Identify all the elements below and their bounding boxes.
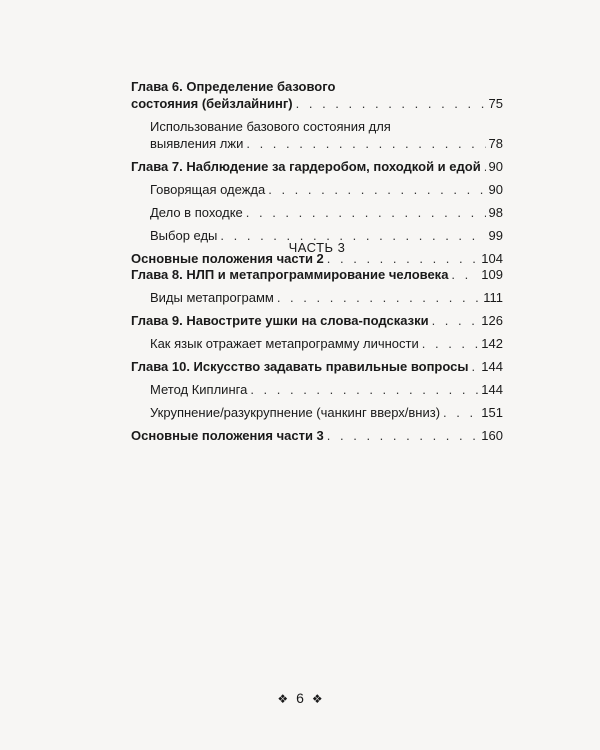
table-of-contents: [131, 78, 503, 267]
toc-entry-title: Основные положения части 2: [131, 251, 324, 266]
toc-entry-title-line2: выявления лжи: [150, 136, 244, 151]
toc-entry-chapter-7: [131, 158, 503, 175]
toc-entry-title: Выбор еды: [150, 228, 218, 243]
toc-page-number: 144: [481, 382, 503, 397]
toc-page-number: 144: [481, 359, 503, 374]
toc-entry-chapter-10-sub-2: [131, 404, 503, 421]
toc-entry-chapter-10: [131, 358, 503, 375]
toc-entry-title: Глава 7. Наблюдение за гардеробом, походкой и едой: [131, 159, 481, 174]
leader-dots: [422, 335, 479, 352]
toc-entry-chapter-7-sub-1: [131, 181, 503, 198]
toc-entry-title-line1: Использование базового состояния для: [150, 119, 391, 134]
toc-entry-title-line1: Глава 6. Определение базового: [131, 79, 336, 94]
page-footer: [0, 690, 600, 706]
toc-page-number: 90: [488, 182, 503, 197]
toc-page-number: 160: [481, 428, 503, 443]
toc-entry-chapter-8: [131, 266, 503, 283]
leader-dots: [296, 95, 486, 112]
toc-page-number: 142: [481, 336, 503, 351]
leader-dots: [443, 404, 478, 421]
toc-entry-title: Дело в походке: [150, 205, 243, 220]
toc-page-number: 98: [488, 205, 503, 220]
toc-page-number: 126: [481, 313, 503, 328]
toc-entry-title: Глава 10. Искусство задавать правильные вопросы: [131, 359, 469, 374]
toc-entry-chapter-10-sub-1: [131, 381, 503, 398]
toc-page-number: 111: [483, 290, 503, 305]
toc-page-number: 75: [488, 96, 503, 111]
toc-page-number: 104: [481, 251, 503, 266]
toc-entry-chapter-7-sub-2: [131, 204, 503, 221]
leader-dots: [246, 135, 485, 152]
toc-entry-title: Укрупнение/разукрупнение (чанкинг вверх/вниз): [150, 405, 441, 420]
leader-dots: [246, 204, 486, 221]
page-number: 6: [296, 690, 304, 706]
table-of-contents-part-3: [131, 266, 503, 444]
toc-entry-part-3-summary: [131, 427, 503, 444]
part-heading: ЧАСТЬ 3: [288, 240, 346, 255]
toc-entry-title: Как язык отражает метапрограмму личности: [150, 336, 419, 351]
leader-dots: [471, 358, 478, 375]
toc-entry-chapter-6-sub-1: [131, 118, 503, 152]
leader-dots: [451, 266, 478, 283]
leader-dots: [484, 158, 486, 175]
toc-entry-title: Виды метапрограмм: [150, 290, 274, 305]
leader-dots: [277, 289, 480, 306]
leader-dots: [250, 381, 478, 398]
toc-entry-title: Говорящая одежда: [150, 182, 266, 197]
toc-page-number: 99: [488, 228, 503, 243]
toc-entry-chapter-8-sub-1: [131, 289, 503, 306]
toc-entry-title: Глава 8. НЛП и метапрограммирование человека: [131, 267, 449, 282]
ornament-icon: ❖: [311, 692, 323, 706]
toc-entry-title: Основные положения части 3: [131, 428, 324, 443]
toc-entry-chapter-9: [131, 312, 503, 329]
leader-dots: [432, 312, 479, 329]
toc-entry-title-line2: состояния (бейзлайнинг): [131, 96, 293, 111]
toc-entry-chapter-6: [131, 78, 503, 112]
ornament-icon: ❖: [277, 692, 289, 706]
toc-entry-title: Глава 9. Навострите ушки на слова-подсказки: [131, 313, 429, 328]
toc-entry-chapter-9-sub-1: [131, 335, 503, 352]
leader-dots: [268, 181, 485, 198]
toc-page-number: 109: [481, 267, 503, 282]
toc-entry-title: Метод Киплинга: [150, 382, 248, 397]
toc-page-number: 90: [488, 159, 503, 174]
leader-dots: [327, 427, 479, 444]
toc-page-number: 78: [488, 136, 503, 151]
toc-page-number: 151: [481, 405, 503, 420]
